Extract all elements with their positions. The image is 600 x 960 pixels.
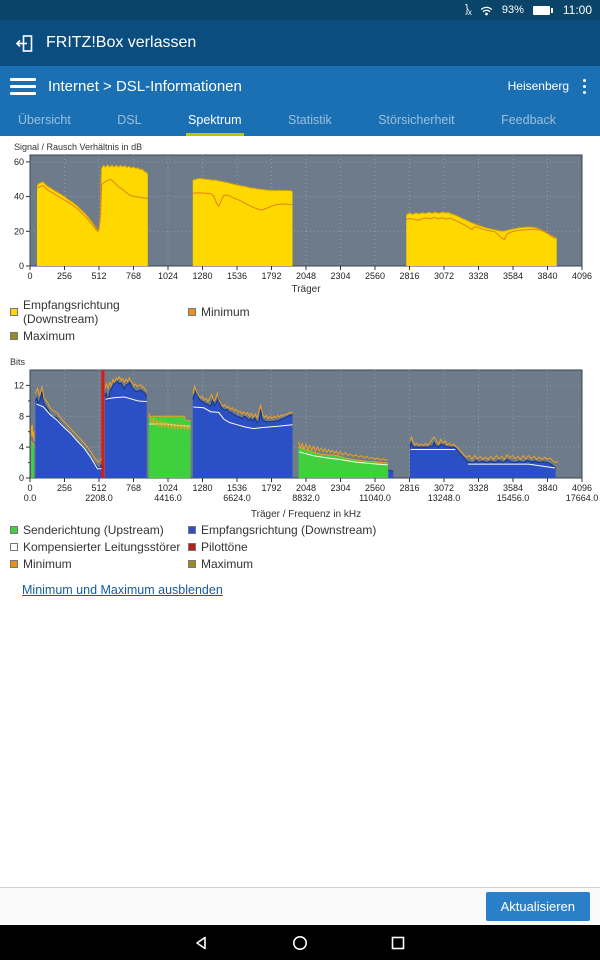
page-content xyxy=(0,136,600,599)
tab-statistik[interactable]: Statistik xyxy=(287,113,332,127)
legend-item: Pilottöne xyxy=(188,540,600,554)
clock: 11:00 xyxy=(562,3,592,17)
svg-text:4096: 4096 xyxy=(571,483,593,493)
legend-item: Minimum xyxy=(188,298,600,326)
svg-text:1024: 1024 xyxy=(157,271,179,281)
svg-text:1792: 1792 xyxy=(261,271,282,281)
bits-chart xyxy=(0,368,600,520)
legend-swatch xyxy=(188,308,196,316)
app-header xyxy=(0,66,600,106)
svg-text:512: 512 xyxy=(91,483,107,493)
svg-text:0: 0 xyxy=(18,261,24,271)
legend-swatch xyxy=(188,526,196,534)
svg-text:1024: 1024 xyxy=(157,483,179,493)
tab-stoersicherheit[interactable]: Störsicherheit xyxy=(378,113,455,127)
snr-chart xyxy=(0,153,600,295)
svg-text:11040.0: 11040.0 xyxy=(359,493,391,503)
svg-text:13248.0: 13248.0 xyxy=(427,493,461,503)
svg-text:12: 12 xyxy=(13,380,24,391)
svg-text:3328: 3328 xyxy=(468,271,489,281)
svg-text:256: 256 xyxy=(56,483,73,493)
svg-text:2560: 2560 xyxy=(364,483,386,493)
svg-text:2208.0: 2208.0 xyxy=(85,493,113,503)
legend-item: Maximum xyxy=(10,329,188,343)
svg-text:15456.0: 15456.0 xyxy=(496,493,530,503)
wifi-icon xyxy=(480,5,493,16)
svg-text:0: 0 xyxy=(27,271,33,281)
svg-text:1536: 1536 xyxy=(226,271,248,281)
exit-fritzbox-banner[interactable] xyxy=(0,20,600,66)
legend-swatch xyxy=(188,543,196,551)
overflow-menu-button[interactable] xyxy=(579,77,590,96)
svg-text:4: 4 xyxy=(18,442,24,453)
svg-text:0.0: 0.0 xyxy=(23,493,37,503)
svg-text:40: 40 xyxy=(13,191,24,202)
svg-text:4096: 4096 xyxy=(571,271,593,281)
svg-text:2048: 2048 xyxy=(295,271,317,281)
tab-uebersicht[interactable]: Übersicht xyxy=(18,113,71,127)
svg-text:512: 512 xyxy=(91,271,107,281)
svg-text:3584: 3584 xyxy=(502,483,524,493)
svg-text:1792: 1792 xyxy=(261,483,282,493)
svg-text:4416.0: 4416.0 xyxy=(154,493,182,503)
back-icon[interactable] xyxy=(189,930,215,956)
legend-swatch xyxy=(10,543,18,551)
home-icon[interactable] xyxy=(287,930,313,956)
svg-text:Träger: Träger xyxy=(291,284,321,295)
legend-swatch xyxy=(10,560,18,568)
tab-bar xyxy=(0,106,600,136)
svg-text:0: 0 xyxy=(18,473,24,483)
snr-chart-title: Signal / Rausch Verhältnis in dB xyxy=(14,142,143,152)
snr-legend xyxy=(0,298,600,343)
android-nav-bar xyxy=(0,925,600,960)
svg-text:Träger / Frequenz in kHz: Träger / Frequenz in kHz xyxy=(250,509,362,520)
tab-dsl[interactable]: DSL xyxy=(117,113,142,127)
legend-swatch xyxy=(10,308,18,316)
svg-text:3840: 3840 xyxy=(537,483,558,493)
svg-text:60: 60 xyxy=(13,156,24,167)
bits-legend xyxy=(0,523,600,571)
svg-text:1536: 1536 xyxy=(226,483,248,493)
svg-text:0: 0 xyxy=(27,483,33,493)
svg-text:3840: 3840 xyxy=(537,271,558,281)
tab-feedback[interactable]: Feedback xyxy=(501,113,556,127)
hide-minmax-link[interactable]: Minimum und Maximum ausblenden xyxy=(22,583,223,597)
svg-text:1280: 1280 xyxy=(192,271,213,281)
battery-icon xyxy=(533,6,550,15)
legend-item: Maximum xyxy=(188,557,600,571)
tab-spektrum[interactable]: Spektrum xyxy=(186,106,244,136)
svg-text:6624.0: 6624.0 xyxy=(223,493,251,503)
device-name-label: Heisenberg xyxy=(507,79,569,93)
svg-text:768: 768 xyxy=(125,271,142,281)
svg-text:8832.0: 8832.0 xyxy=(292,493,320,503)
svg-text:3072: 3072 xyxy=(433,271,455,281)
breadcrumb[interactable]: Internet > DSL-Informationen xyxy=(48,77,242,95)
notifications-off-icon: }$_x$ xyxy=(465,2,471,18)
svg-text:256: 256 xyxy=(56,271,73,281)
legend-item: Senderichtung (Upstream) xyxy=(10,523,188,537)
svg-text:20: 20 xyxy=(13,226,24,237)
bits-chart-title: Bits xyxy=(10,357,26,367)
legend-swatch xyxy=(188,560,196,568)
legend-item: Kompensierter Leitungsstörer xyxy=(10,540,188,554)
exit-icon xyxy=(14,35,34,52)
battery-percent: 93% xyxy=(501,4,524,16)
banner-title: FRITZ!Box verlassen xyxy=(46,34,197,51)
svg-text:8: 8 xyxy=(18,411,24,422)
legend-swatch xyxy=(10,332,18,340)
svg-text:2304: 2304 xyxy=(330,483,351,493)
refresh-button[interactable]: Aktualisieren xyxy=(486,892,590,921)
svg-text:2816: 2816 xyxy=(399,483,420,493)
svg-text:768: 768 xyxy=(125,483,142,493)
recents-icon[interactable] xyxy=(385,930,411,956)
svg-text:3584: 3584 xyxy=(502,271,524,281)
hamburger-menu-button[interactable] xyxy=(10,74,36,99)
footer-bar xyxy=(0,887,600,925)
svg-text:3072: 3072 xyxy=(433,483,455,493)
svg-text:2304: 2304 xyxy=(330,271,351,281)
svg-text:3328: 3328 xyxy=(468,483,489,493)
legend-item: Empfangsrichtung (Downstream) xyxy=(188,523,600,537)
legend-swatch xyxy=(10,526,18,534)
legend-item: Empfangsrichtung (Downstream) xyxy=(10,298,188,326)
svg-text:2560: 2560 xyxy=(364,271,386,281)
svg-text:17664.0: 17664.0 xyxy=(565,493,599,503)
legend-item: Minimum xyxy=(10,557,188,571)
svg-text:2816: 2816 xyxy=(399,271,420,281)
status-bar xyxy=(0,0,600,20)
svg-text:2048: 2048 xyxy=(295,483,317,493)
svg-text:1280: 1280 xyxy=(192,483,213,493)
